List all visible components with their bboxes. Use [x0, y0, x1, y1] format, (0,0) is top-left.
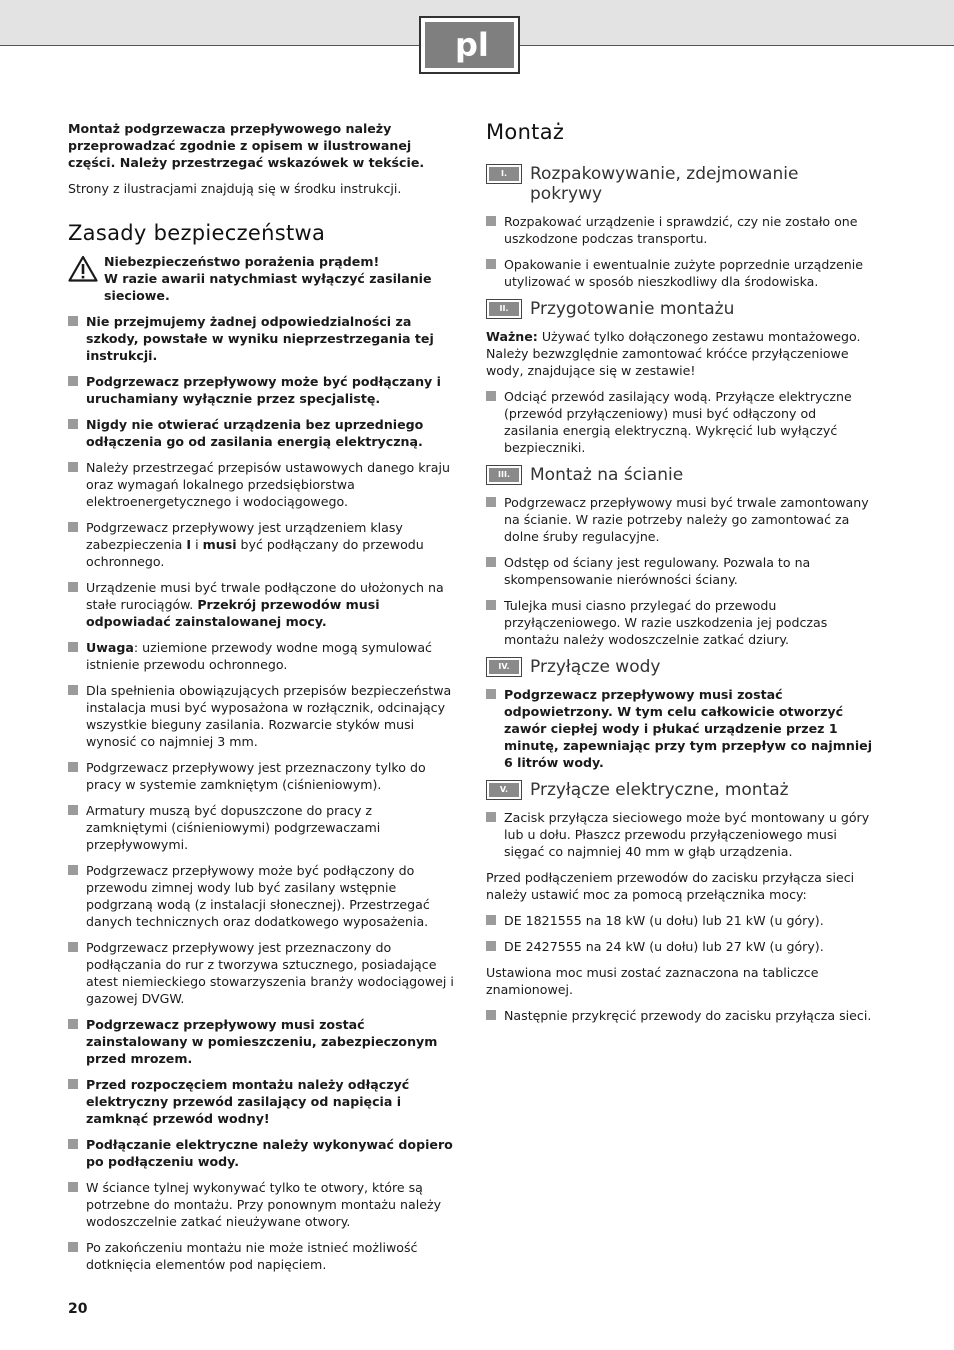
preparation-list [486, 388, 874, 456]
warning-line-2: W razie awarii natychmiast wyłączyć zasilanie sieciowe. [104, 271, 432, 303]
subsection-heading-wall-mounting [486, 465, 874, 485]
list-item: W ściance tylnej wykonywać tylko te otwory, które są potrzebne do montażu. Przy ponownym montażu należy wodoszczelnie zatkać nieużywane otwory. [68, 1179, 454, 1230]
bullet-square-icon [68, 582, 78, 592]
warning-line-1: Niebezpieczeństwo porażenia prądem! [104, 254, 380, 269]
list-item: Podgrzewacz przepływowy może być podłączany i uruchamiany wyłącznie przez specjalistę. [68, 373, 454, 407]
list-item: Nie przejmujemy żadnej odpowiedzialności za szkody, powstałe w wyniku nieprzestrzegania tej instrukcji. [68, 313, 454, 364]
subsection-title: Przyłącze elektryczne, montaż [530, 780, 789, 800]
bullet-square-icon [486, 915, 496, 925]
bullet-square-icon [68, 805, 78, 815]
safety-section-title: Zasady bezpieczeństwa [68, 221, 326, 245]
bullet-square-icon [68, 1139, 78, 1149]
bullet-square-icon [68, 642, 78, 652]
mounting-section-title: Montaż [486, 120, 565, 144]
language-code: pl [425, 22, 514, 68]
list-item: Podgrzewacz przepływowy jest przeznaczony tylko do pracy w systemie zamkniętym (ciśnieniowym). [68, 759, 454, 793]
list-item: Po zakończeniu montażu nie może istnieć możliwość dotknięcia elementów pod napięciem. [68, 1239, 454, 1273]
step-badge: V. [486, 780, 522, 800]
safety-list [68, 313, 454, 1273]
bullet-square-icon [486, 259, 496, 269]
bullet-square-icon [68, 419, 78, 429]
list-item: Podgrzewacz przepływowy może być podłączony do przewodu zimnej wody lub być zasilany wstępnie podgrzaną wodą (z instalacji słonecznej). Przestrzegać danych technicznych oraz dodatkowego wyposażenia. [68, 862, 454, 930]
subsection-heading-preparation [486, 299, 874, 319]
step-badge: III. [486, 465, 522, 485]
list-item: Rozpakować urządzenie i sprawdzić, czy nie zostało one uszkodzone podczas transportu. [486, 213, 874, 247]
list-item: Należy przestrzegać przepisów ustawowych danego kraju oraz wymagań lokalnego przedsiębiorstwa elektroenergetycznego i wodociągowego. [68, 459, 454, 510]
list-item: Podgrzewacz przepływowy musi być trwale zamontowany na ścianie. W razie potrzeby należy go zamontować za dolne śruby regulacyjne. [486, 494, 874, 545]
bullet-square-icon [68, 762, 78, 772]
power-setting-paragraph: Przed podłączeniem przewodów do zacisku przyłącza sieci należy ustawić moc za pomocą przełącznika mocy: [486, 870, 855, 902]
list-item: Przed rozpoczęciem montażu należy odłączyć elektryczny przewód zasilający od napięcia i zamknąć przewód wodny! [68, 1076, 454, 1127]
bullet-square-icon [486, 1010, 496, 1020]
bullet-square-icon [486, 812, 496, 822]
bullet-square-icon [68, 522, 78, 532]
water-connection-list [486, 686, 874, 771]
step-badge: I. [486, 164, 522, 184]
intro-note: Strony z ilustracjami znajdują się w środku instrukcji. [68, 181, 402, 196]
list-item: Podgrzewacz przepływowy musi zostać odpowietrzony. W tym celu całkowicie otworzyć zawór ciepłej wody i płukać urządzenie przez 1 minutę, zapewniając przy tym przepływ co najmniej 6 litrów wody. [486, 686, 874, 771]
list-item: Podgrzewacz przepływowy jest przeznaczony do podłączania do rur z tworzywa sztucznego, posiadające atest niemieckiego stowarzyszenia branży wodociągowej i gazowej DVGW. [68, 939, 454, 1007]
step-badge: IV. [486, 657, 522, 677]
subsection-heading-unpacking [486, 164, 874, 204]
subsection-heading-water-connection [486, 657, 874, 677]
list-item: Nigdy nie otwierać urządzenia bez uprzedniego odłączenia go od zasilania energią elektryczną. [68, 416, 454, 450]
bullet-square-icon [486, 941, 496, 951]
bullet-square-icon [68, 1242, 78, 1252]
bullet-square-icon [68, 865, 78, 875]
list-item: Podgrzewacz przepływowy jest urządzeniem klasy zabezpieczenia I i musi być podłączany do przewodu ochronnego. [68, 519, 454, 570]
bullet-square-icon [68, 376, 78, 386]
language-tab [419, 16, 520, 74]
bullet-square-icon [486, 497, 496, 507]
page-number: 20 [68, 1301, 88, 1317]
subsection-title: Montaż na ścianie [530, 465, 684, 485]
bullet-square-icon [68, 1182, 78, 1192]
list-item: Uwaga: uziemione przewody wodne mogą symulować istnienie przewodu ochronnego. [68, 639, 454, 673]
bullet-square-icon [486, 216, 496, 226]
bullet-square-icon [486, 391, 496, 401]
bullet-square-icon [486, 689, 496, 699]
rating-plate-paragraph: Ustawiona moc musi zostać zaznaczona na tabliczce znamionowej. [486, 965, 819, 997]
unpacking-list [486, 213, 874, 290]
subsection-title: Przygotowanie montażu [530, 299, 735, 319]
subsection-title: Rozpakowywanie, zdejmowanie pokrywy [530, 164, 799, 204]
bullet-square-icon [68, 685, 78, 695]
bullet-square-icon [68, 942, 78, 952]
list-item: Odstęp od ściany jest regulowany. Pozwala to na skompensowanie nierówności ściany. [486, 554, 874, 588]
list-item: DE 1821555 na 18 kW (u dołu) lub 21 kW (u góry). [486, 912, 874, 929]
bullet-square-icon [68, 316, 78, 326]
right-column [486, 120, 874, 1033]
list-item: Odciąć przewód zasilający wodą. Przyłącze elektryczne (przewód przyłączeniowy) musi być odłączony od zasilania energią elektryczną. Wykręcić lub wyłączyć bezpieczniki. [486, 388, 874, 456]
list-item: Opakowanie i ewentualnie zużyte poprzednie urządzenie utylizować w sposób nieszkodliwy dla środowiska. [486, 256, 874, 290]
electrical-list-3 [486, 1007, 874, 1024]
wall-mounting-list [486, 494, 874, 648]
list-item: DE 2427555 na 24 kW (u dołu) lub 27 kW (u góry). [486, 938, 874, 955]
list-item: Tulejka musi ciasno przylegać do przewodu przyłączeniowego. W razie uszkodzenia jej podczas montażu należy wodoszczelnie zatkać dziury. [486, 597, 874, 648]
list-item: Armatury muszą być dopuszczone do pracy z zamkniętymi (ciśnieniowymi) podgrzewaczami przepływowymi. [68, 802, 454, 853]
list-item: Następnie przykręcić przewody do zacisku przyłącza sieci. [486, 1007, 874, 1024]
bullet-square-icon [68, 1079, 78, 1089]
electrical-list-1 [486, 809, 874, 860]
subsection-title: Przyłącze wody [530, 657, 661, 677]
step-badge: II. [486, 299, 522, 319]
list-item: Zacisk przyłącza sieciowego może być montowany u góry lub u dołu. Płaszcz przewodu przyłączeniowego musi sięgać co najmniej 40 mm w głąb urządzenia. [486, 809, 874, 860]
important-note: Ważne: Używać tylko dołączonego zestawu montażowego. Należy bezwzględnie zamontować króćce przyłączeniowe wody, znajdujące się w zestawie! [486, 329, 861, 378]
list-item: Podłączanie elektryczne należy wykonywać dopiero po podłączeniu wody. [68, 1136, 454, 1170]
bullet-square-icon [68, 462, 78, 472]
warning-triangle-icon [68, 255, 98, 282]
bullet-square-icon [68, 1019, 78, 1029]
warning-block [68, 253, 454, 304]
bullet-square-icon [486, 557, 496, 567]
list-item: Podgrzewacz przepływowy musi zostać zainstalowany w pomieszczeniu, zabezpieczonym przed mrozem. [68, 1016, 454, 1067]
bullet-square-icon [486, 600, 496, 610]
electrical-list-2 [486, 912, 874, 955]
left-column [68, 120, 454, 1282]
subsection-heading-electrical-connection [486, 780, 874, 800]
list-item: Urządzenie musi być trwale podłączone do ułożonych na stałe rurociągów. Przekrój przewodów musi odpowiadać zainstalowanej mocy. [68, 579, 454, 630]
list-item: Dla spełnienia obowiązujących przepisów bezpieczeństwa instalacja musi być wyposażona w rozłącznik, odcinający wszystkie bieguny zasilania. Rozwarcie styków musi wynosić co najmniej 3 mm. [68, 682, 454, 750]
intro-bold: Montaż podgrzewacza przepływowego należy przeprowadzać zgodnie z opisem w ilustrowanej części. Należy przestrzegać wskazówek w tekście. [68, 121, 425, 170]
